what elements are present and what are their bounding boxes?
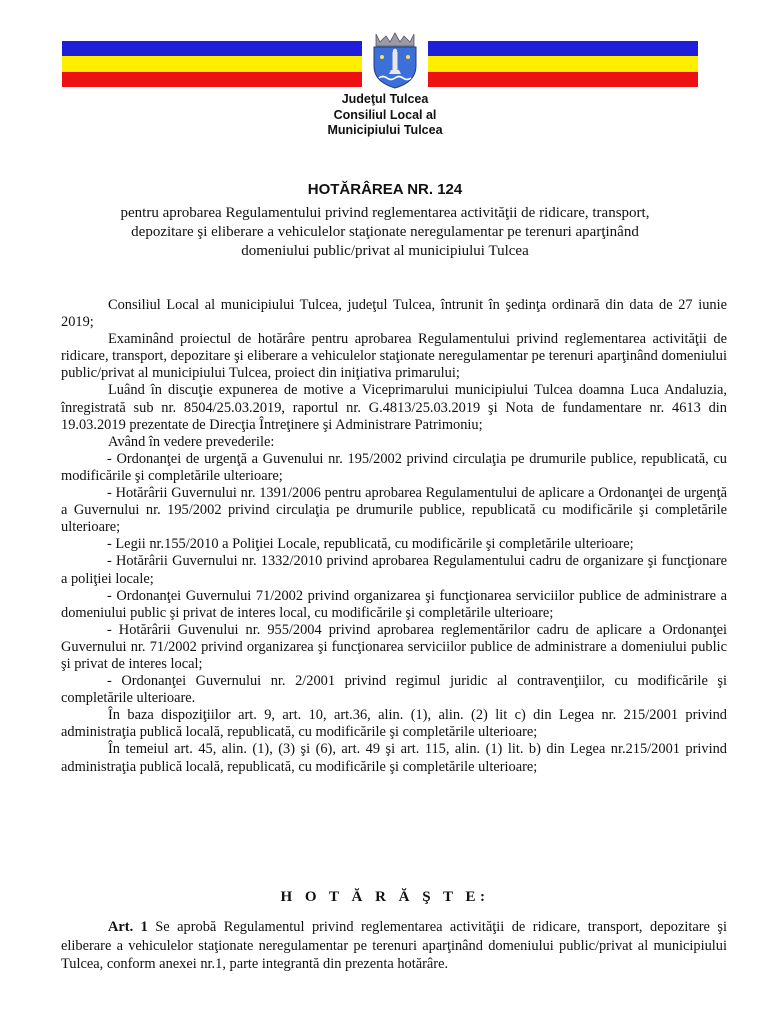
subject-line: depozitare şi eliberare a vehiculelor staţionate neregulamentar pe terenuri aparţinând	[131, 224, 639, 240]
authority-municipality: Municipiului Tulcea	[327, 123, 443, 137]
preamble-paragraph: Luând în discuţie expunerea de motive a Viceprimarului municipiului Tulcea doamna Luca Andaluzia, înregistrată sub nr. 8504/25.03.2019, raportul nr. G.4813/25.03.2019 şi Nota de fundamentare nr. 4613 din 19.03.2019 prezentate de Direcţia Întreţinere şi Administrare Patrimoniu;	[61, 382, 727, 433]
provision-item: - Ordonanţei Guvernului 71/2002 privind organizarea şi funcţionarea serviciilor publice de administrare a domeniului public şi privat de interes local, cu modificările şi completările ulterioare;	[61, 587, 727, 621]
subject-line: domeniului public/privat al municipiului Tulcea	[241, 243, 529, 259]
legal-basis-paragraph: În baza dispoziţiilor art. 9, art. 10, art.36, alin. (1), alin. (2) lit c) din Legea nr. 215/2001 privind administraţia publică locală, republicată, cu modificările şi completările ulterioare;	[61, 707, 727, 741]
tulcea-coat-of-arms-icon	[362, 30, 428, 90]
preamble-paragraph: Consiliul Local al municipiului Tulcea, judeţul Tulcea, întrunit în şedinţa ordinară din data de 27 iunie 2019;	[61, 297, 727, 331]
provision-item: - Legii nr.155/2010 a Poliţiei Locale, republicată, cu modificările şi completările ulterioare;	[107, 536, 634, 553]
provision-item: - Hotărârii Guvernului nr. 1332/2010 privind aprobarea Regulamentului cadru de organizare şi funcţionare a poliţiei locale;	[61, 553, 727, 587]
decision-subject	[70, 204, 700, 261]
article-1-label: Art. 1	[108, 919, 148, 935]
issuing-authority	[0, 92, 770, 139]
authority-county: Judeţul Tulcea	[341, 92, 429, 106]
provision-item: - Hotărârii Guvenului nr. 955/2004 privind aprobarea reglementărilor cadru de aplicare a Ordonanţei Guvernului nr. 71/2002 privind organizarea şi funcţionarea serviciilor publice de administrare a domeniului public şi privat de interes local;	[61, 621, 727, 672]
subject-line: pentru aprobarea Regulamentului privind reglementarea activităţii de ridicare, transport,	[120, 205, 650, 221]
preamble	[61, 297, 727, 776]
legal-basis-paragraph: În temeiul art. 45, alin. (1), (3) şi (6), art. 49 şi art. 115, alin. (1) lit. b) din Legea nr.215/2001 privind administraţia publică locală, republicată, cu modificările şi completările ulterioare;	[61, 741, 727, 775]
provision-item: - Ordonanţei Guvernului nr. 2/2001 privind regimul juridic al contravenţiilor, cu modificările şi completările ulterioare.	[61, 673, 727, 707]
article-1-paragraph	[61, 918, 727, 974]
preamble-paragraph: Examinând proiectul de hotărâre pentru aprobarea Regulamentului privind reglementarea activităţii de ridicare, transport, depozitare şi eliberare a vehiculelor staţionate neregulamentar pe terenuri aparţinând domeniului public/privat al municipiului Tulcea, proiect din iniţiativa primarului;	[61, 331, 727, 382]
article-1	[61, 918, 727, 974]
provision-item: - Hotărârii Guvernului nr. 1391/2006 pentru aprobarea Regulamentului de aplicare a Ordonanţei de urgenţă a Guvernului nr. 195/2002 privind circulaţia pe drumurile publice, republicată cu modificările şi completările ulterioare;	[61, 485, 727, 536]
decides-heading: H O T Ă R Ă Ş T E:	[280, 889, 490, 905]
preamble-paragraph: Având în vedere prevederile:	[108, 433, 275, 450]
provision-item: - Ordonanţei de urgenţă a Guvenului nr. 195/2002 privind circulaţia pe drumurile publice, republicată, cu modificările şi completările ulterioare;	[61, 450, 727, 484]
decision-title: HOTĂRÂREA NR. 124	[307, 181, 463, 198]
authority-council: Consiliul Local al	[333, 107, 437, 122]
article-1-text: Se aprobă Regulamentul privind reglementarea activităţii de ridicare, transport, depozitare şi eliberare a vehiculelor staţionate neregulamentar pe terenuri aparţinând domeniului public/privat al municipiului Tulcea, conform anexei nr.1, parte integrantă din prezenta hotărâre.	[61, 919, 727, 972]
